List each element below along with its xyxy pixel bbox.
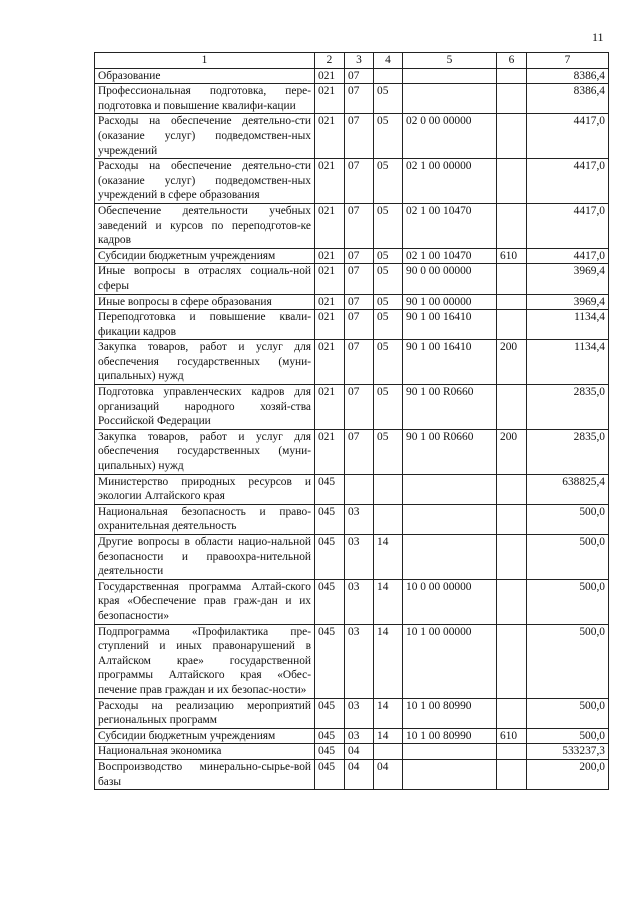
table-cell-col-3: 07 xyxy=(345,340,374,385)
table-cell-col-4: 05 xyxy=(374,159,403,204)
table-cell-col-2: 045 xyxy=(315,474,345,504)
table-cell-col-2: 021 xyxy=(315,429,345,474)
table-cell-col-3: 07 xyxy=(345,114,374,159)
table-cell-col-5: 90 1 00 16410 xyxy=(403,310,497,340)
table-cell-col-3: 07 xyxy=(345,429,374,474)
table-cell-col-1: Закупка товаров, работ и услуг для обеспечения государственных (муни-ципальных) нужд xyxy=(95,429,315,474)
table-cell-col-1: Закупка товаров, работ и услуг для обеспечения государственных (муни-ципальных) нужд xyxy=(95,340,315,385)
table-cell-col-2: 045 xyxy=(315,728,345,744)
table-cell-col-6 xyxy=(497,294,527,310)
table-cell-col-3: 07 xyxy=(345,264,374,294)
table-cell-col-7: 200,0 xyxy=(527,759,609,789)
table-cell-col-7: 2835,0 xyxy=(527,429,609,474)
table-cell-col-4 xyxy=(374,504,403,534)
table-cell-col-6 xyxy=(497,579,527,624)
table-cell-col-3 xyxy=(345,474,374,504)
table-row xyxy=(95,159,609,204)
table-cell-col-3: 07 xyxy=(345,159,374,204)
column-header-7: 7 xyxy=(527,53,609,69)
table-row xyxy=(95,698,609,728)
table-cell-col-5: 02 1 00 10470 xyxy=(403,203,497,248)
table-cell-col-4 xyxy=(374,744,403,760)
table-cell-col-2: 045 xyxy=(315,759,345,789)
table-cell-col-4: 05 xyxy=(374,248,403,264)
table-cell-col-1: Расходы на обеспечение деятельно-сти (оказание услуг) подведомствен-ных учреждений в сфере образования xyxy=(95,159,315,204)
table-row xyxy=(95,728,609,744)
table-cell-col-7: 533237,3 xyxy=(527,744,609,760)
table-cell-col-5: 10 1 00 80990 xyxy=(403,698,497,728)
table-row xyxy=(95,68,609,84)
table-cell-col-6 xyxy=(497,68,527,84)
table-row xyxy=(95,385,609,430)
table-cell-col-7: 1134,4 xyxy=(527,340,609,385)
table-cell-col-4: 14 xyxy=(374,579,403,624)
table-cell-col-4: 05 xyxy=(374,310,403,340)
table-cell-col-6 xyxy=(497,759,527,789)
table-cell-col-2: 021 xyxy=(315,248,345,264)
table-cell-col-2: 045 xyxy=(315,535,345,580)
table-row xyxy=(95,474,609,504)
column-header-3: 3 xyxy=(345,53,374,69)
table-cell-col-6 xyxy=(497,624,527,698)
table-cell-col-7: 500,0 xyxy=(527,698,609,728)
table-cell-col-1: Подготовка управленческих кадров для организаций народного хозяй-ства Российской Федерации xyxy=(95,385,315,430)
table-row xyxy=(95,294,609,310)
table-cell-col-5: 02 1 00 00000 xyxy=(403,159,497,204)
table-cell-col-3: 03 xyxy=(345,535,374,580)
table-cell-col-2: 045 xyxy=(315,698,345,728)
table-cell-col-4: 04 xyxy=(374,759,403,789)
column-header-1: 1 xyxy=(95,53,315,69)
table-cell-col-1: Подпрограмма «Профилактика пре-ступлений и иных правонарушений в Алтайском крае» государственной программы Алтайского края «Обес-печение прав граждан и их безопас-ности» xyxy=(95,624,315,698)
table-cell-col-7: 500,0 xyxy=(527,624,609,698)
page-number: 11 xyxy=(592,30,604,44)
table-cell-col-4: 14 xyxy=(374,535,403,580)
header-row xyxy=(95,53,609,69)
table-cell-col-6: 610 xyxy=(497,728,527,744)
table-cell-col-2: 045 xyxy=(315,504,345,534)
table-cell-col-2: 021 xyxy=(315,294,345,310)
table-row xyxy=(95,340,609,385)
table-cell-col-6 xyxy=(497,698,527,728)
table-row xyxy=(95,504,609,534)
table-cell-col-3: 03 xyxy=(345,579,374,624)
table-cell-col-6: 200 xyxy=(497,429,527,474)
table-cell-col-7: 638825,4 xyxy=(527,474,609,504)
budget-table xyxy=(94,52,609,790)
table-cell-col-7: 2835,0 xyxy=(527,385,609,430)
table-cell-col-7: 4417,0 xyxy=(527,248,609,264)
table-cell-col-3: 04 xyxy=(345,744,374,760)
table-cell-col-3: 03 xyxy=(345,624,374,698)
column-header-5: 5 xyxy=(403,53,497,69)
table-cell-col-7: 4417,0 xyxy=(527,203,609,248)
table-cell-col-5 xyxy=(403,84,497,114)
table-cell-col-7: 3969,4 xyxy=(527,294,609,310)
table-cell-col-1: Воспроизводство минерально-сырье-вой базы xyxy=(95,759,315,789)
table-cell-col-6 xyxy=(497,744,527,760)
table-cell-col-3: 07 xyxy=(345,68,374,84)
table-header xyxy=(95,53,609,69)
table-cell-col-4: 05 xyxy=(374,114,403,159)
table-row xyxy=(95,264,609,294)
table-row xyxy=(95,624,609,698)
table-cell-col-1: Национальная экономика xyxy=(95,744,315,760)
table-cell-col-6 xyxy=(497,114,527,159)
table-cell-col-2: 021 xyxy=(315,203,345,248)
table-cell-col-1: Обеспечение деятельности учебных заведений и курсов по переподготов-ке кадров xyxy=(95,203,315,248)
table-cell-col-1: Другие вопросы в области нацио-нальной безопасности и правоохра-нительной деятельности xyxy=(95,535,315,580)
table-cell-col-5 xyxy=(403,68,497,84)
table-cell-col-1: Профессиональная подготовка, пере-подготовка и повышение квалифи-кации xyxy=(95,84,315,114)
table-cell-col-1: Субсидии бюджетным учреждениям xyxy=(95,728,315,744)
table-cell-col-1: Национальная безопасность и право-охранительная деятельность xyxy=(95,504,315,534)
table-cell-col-3: 03 xyxy=(345,504,374,534)
table-cell-col-6 xyxy=(497,385,527,430)
table-cell-col-1: Государственная программа Алтай-ского края «Обеспечение прав граж-дан и их безопасности» xyxy=(95,579,315,624)
table-cell-col-7: 4417,0 xyxy=(527,159,609,204)
table-cell-col-4 xyxy=(374,474,403,504)
table-row xyxy=(95,84,609,114)
table-cell-col-2: 045 xyxy=(315,744,345,760)
table-cell-col-3: 07 xyxy=(345,385,374,430)
table-cell-col-3: 04 xyxy=(345,759,374,789)
table-cell-col-7: 8386,4 xyxy=(527,68,609,84)
table-cell-col-5: 90 1 00 R0660 xyxy=(403,385,497,430)
table-cell-col-2: 021 xyxy=(315,114,345,159)
table-cell-col-1: Министерство природных ресурсов и экологии Алтайского края xyxy=(95,474,315,504)
table-cell-col-6 xyxy=(497,535,527,580)
table-cell-col-4: 05 xyxy=(374,294,403,310)
table-row xyxy=(95,248,609,264)
table-cell-col-5 xyxy=(403,744,497,760)
table-row xyxy=(95,310,609,340)
table-cell-col-4: 14 xyxy=(374,624,403,698)
table-row xyxy=(95,744,609,760)
table-cell-col-3: 07 xyxy=(345,203,374,248)
table-row xyxy=(95,759,609,789)
column-header-6: 6 xyxy=(497,53,527,69)
table-row xyxy=(95,429,609,474)
table-cell-col-5 xyxy=(403,474,497,504)
table-cell-col-5: 90 1 00 R0660 xyxy=(403,429,497,474)
table-cell-col-4: 05 xyxy=(374,340,403,385)
table-cell-col-7: 500,0 xyxy=(527,504,609,534)
table-cell-col-4: 14 xyxy=(374,698,403,728)
table-cell-col-6: 200 xyxy=(497,340,527,385)
table-cell-col-5: 10 1 00 80990 xyxy=(403,728,497,744)
table-cell-col-2: 021 xyxy=(315,159,345,204)
table-cell-col-1: Образование xyxy=(95,68,315,84)
table-row xyxy=(95,114,609,159)
table-cell-col-3: 07 xyxy=(345,310,374,340)
table-cell-col-3: 03 xyxy=(345,728,374,744)
table-cell-col-1: Расходы на обеспечение деятельно-сти (оказание услуг) подведомствен-ных учреждений xyxy=(95,114,315,159)
table-cell-col-4 xyxy=(374,68,403,84)
table-cell-col-4: 14 xyxy=(374,728,403,744)
table-cell-col-5: 90 1 00 00000 xyxy=(403,294,497,310)
table-cell-col-2: 021 xyxy=(315,310,345,340)
table-cell-col-5: 10 1 00 00000 xyxy=(403,624,497,698)
table-cell-col-6 xyxy=(497,474,527,504)
table-cell-col-6 xyxy=(497,264,527,294)
column-header-2: 2 xyxy=(315,53,345,69)
table-cell-col-6 xyxy=(497,159,527,204)
table-cell-col-5: 90 1 00 16410 xyxy=(403,340,497,385)
table-cell-col-3: 07 xyxy=(345,84,374,114)
table-cell-col-5: 90 0 00 00000 xyxy=(403,264,497,294)
table-cell-col-3: 07 xyxy=(345,248,374,264)
table-cell-col-5: 02 1 00 10470 xyxy=(403,248,497,264)
table-cell-col-7: 500,0 xyxy=(527,535,609,580)
column-header-4: 4 xyxy=(374,53,403,69)
table-cell-col-2: 021 xyxy=(315,68,345,84)
table-cell-col-4: 05 xyxy=(374,264,403,294)
table-cell-col-2: 045 xyxy=(315,624,345,698)
table-cell-col-1: Иные вопросы в сфере образования xyxy=(95,294,315,310)
table-cell-col-4: 05 xyxy=(374,203,403,248)
table-cell-col-2: 021 xyxy=(315,264,345,294)
table-cell-col-6 xyxy=(497,504,527,534)
table-cell-col-1: Субсидии бюджетным учреждениям xyxy=(95,248,315,264)
table-cell-col-2: 021 xyxy=(315,340,345,385)
table-row xyxy=(95,203,609,248)
table-row xyxy=(95,535,609,580)
table-cell-col-3: 07 xyxy=(345,294,374,310)
table-cell-col-6 xyxy=(497,203,527,248)
table-cell-col-5: 10 0 00 00000 xyxy=(403,579,497,624)
table-cell-col-4: 05 xyxy=(374,429,403,474)
table-cell-col-6 xyxy=(497,310,527,340)
table-cell-col-6 xyxy=(497,84,527,114)
table-cell-col-2: 021 xyxy=(315,385,345,430)
table-cell-col-6: 610 xyxy=(497,248,527,264)
table-cell-col-7: 8386,4 xyxy=(527,84,609,114)
table-body xyxy=(95,68,609,790)
table-cell-col-7: 500,0 xyxy=(527,728,609,744)
table-cell-col-1: Переподготовка и повышение квали-фикации кадров xyxy=(95,310,315,340)
table-cell-col-7: 4417,0 xyxy=(527,114,609,159)
table-cell-col-2: 021 xyxy=(315,84,345,114)
table-cell-col-2: 045 xyxy=(315,579,345,624)
table-cell-col-5 xyxy=(403,759,497,789)
table-cell-col-7: 3969,4 xyxy=(527,264,609,294)
table-cell-col-5: 02 0 00 00000 xyxy=(403,114,497,159)
table-cell-col-7: 500,0 xyxy=(527,579,609,624)
table-cell-col-5 xyxy=(403,504,497,534)
table-cell-col-7: 1134,4 xyxy=(527,310,609,340)
table-cell-col-1: Иные вопросы в отраслях социаль-ной сферы xyxy=(95,264,315,294)
table-cell-col-4: 05 xyxy=(374,84,403,114)
table-cell-col-5 xyxy=(403,535,497,580)
table-cell-col-3: 03 xyxy=(345,698,374,728)
table-row xyxy=(95,579,609,624)
table-cell-col-1: Расходы на реализацию мероприятий региональных программ xyxy=(95,698,315,728)
table-cell-col-4: 05 xyxy=(374,385,403,430)
